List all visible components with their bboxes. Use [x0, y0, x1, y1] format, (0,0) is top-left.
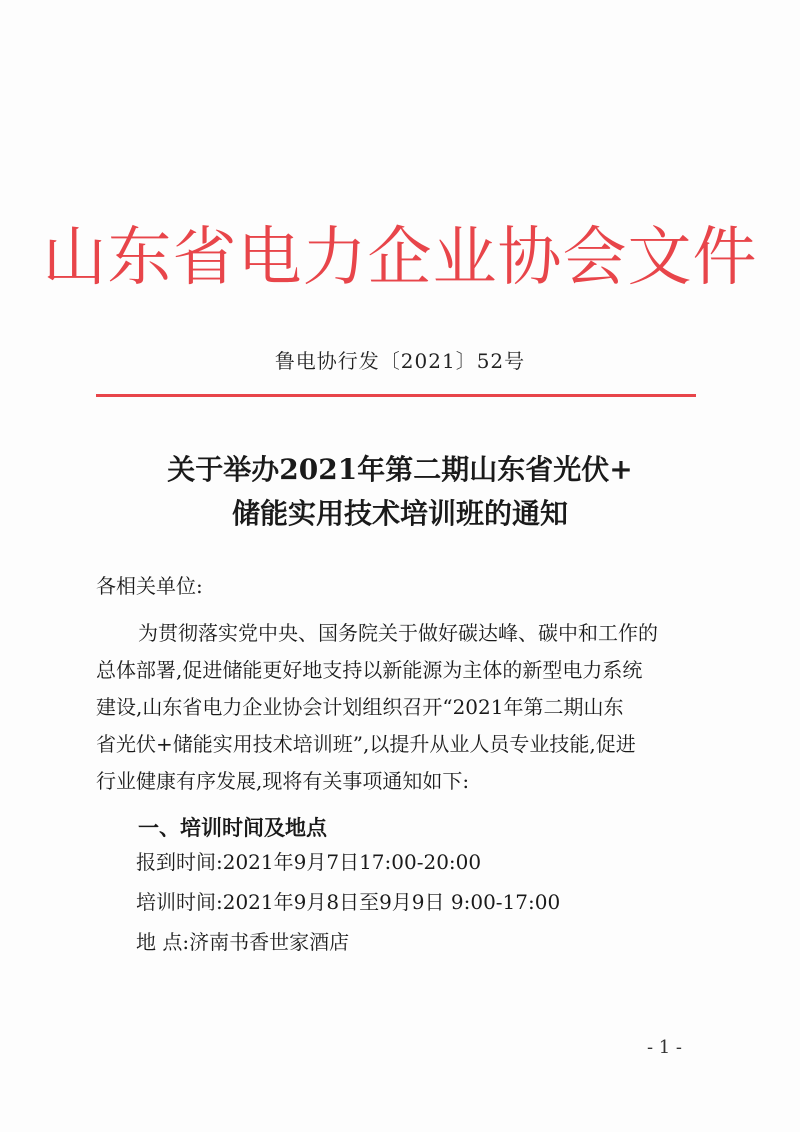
training-time: 培训时间:2021年9月8日至9月9日 9:00-17:00: [136, 890, 561, 914]
notice-title-line-1: 关于举办2021年第二期山东省光伏+: [167, 453, 633, 486]
training-location: 地 点:济南书香世家酒店: [136, 930, 350, 954]
section-heading-time-location: 一、培训时间及地点: [138, 815, 327, 840]
document-number: 鲁电协行发〔2021〕52号: [274, 349, 526, 373]
paragraph-line: 为贯彻落实党中央、国务院关于做好碳达峰、碳中和工作的: [138, 621, 658, 645]
intro-paragraph: [96, 615, 706, 800]
registration-time: 报到时间:2021年9月7日17:00-20:00: [136, 850, 482, 874]
header-divider: [96, 394, 696, 397]
paragraph-line: 行业健康有序发展,现将有关事项通知如下:: [96, 769, 470, 793]
salutation: 各相关单位:: [96, 574, 203, 598]
notice-title-line-2: 储能实用技术培训班的通知: [231, 497, 568, 530]
paragraph-line: 总体部署,促进储能更好地支持以新能源为主体的新型电力系统: [96, 658, 643, 682]
notice-title: [0, 448, 800, 536]
paragraph-line: 省光伏+储能实用技术培训班”,以提升从业人员专业技能,促进: [96, 732, 636, 756]
paragraph-line: 建设,山东省电力企业协会计划组织召开“2021年第二期山东: [96, 695, 624, 719]
page-number: - 1 -: [646, 1037, 682, 1058]
document-header-title: 山东省电力企业协会文件: [42, 221, 758, 295]
